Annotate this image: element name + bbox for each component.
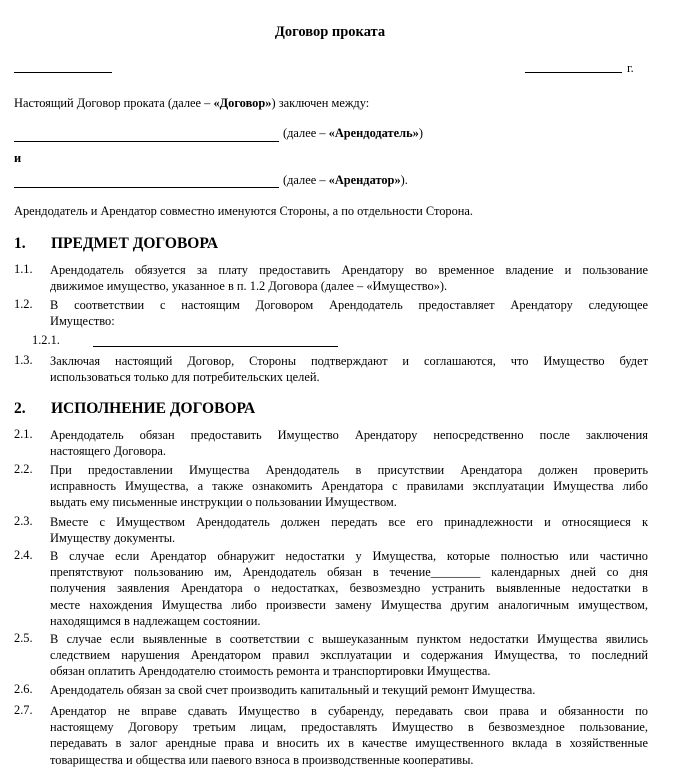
clause-text: Заключая настоящий Договор, Стороны подтверждают и соглашаются, что Имущество будет использоваться только для потребительских целей.	[50, 354, 648, 385]
date-blank	[525, 72, 622, 73]
party1-term: «Арендодатель»	[328, 126, 419, 140]
intro-text-before: Настоящий Договор проката (далее –	[14, 96, 214, 110]
parties-note: Арендодатель и Арендатор совместно именуются Стороны, а по отдельности Сторона.	[14, 204, 474, 218]
conjunction: и	[14, 151, 22, 165]
party1-after: )	[418, 126, 423, 140]
clause-number: 1.1.	[14, 262, 33, 276]
intro-term: Договор	[219, 96, 266, 110]
clause-number: 2.3.	[14, 514, 33, 528]
clause-text: В случае если выявленные в соответствии с вышеуказанным пунктом недостатки Имущества явились следствием нарушения Арендатором правил эксплуатации и содержания Имущества, то последний обязан оплатить Арендодателю стоимость ремонта и транспортировки Имущества.	[50, 632, 648, 679]
clause-text: Арендодатель обязан предоставить Имущество Арендатору непосредственно после заключения настоящего Договора.	[50, 428, 648, 459]
intro-text-after: ) заключен между:	[271, 96, 370, 110]
clause-text: Вместе с Имуществом Арендодатель должен передать все его принадлежности и относящиеся к Имуществу документы.	[50, 515, 648, 546]
clause-text: Арендодатель обязуется за плату предоставить Арендатору во временное владение и пользование движимое имущество, указанное в п. 1.2 Договора (далее – «Имущество»).	[50, 263, 648, 294]
section-number: 1.	[14, 235, 26, 252]
clause-number: 2.6.	[14, 682, 33, 696]
intro-quote-open: «	[213, 96, 220, 110]
clause-number: 2.4.	[14, 548, 33, 562]
party2-before: (далее –	[283, 173, 329, 187]
party1-blank	[14, 141, 279, 142]
party1-line	[283, 126, 423, 141]
intro-quote-close: »	[265, 96, 272, 110]
section-number: 2.	[14, 400, 26, 417]
clause-number: 1.3.	[14, 353, 33, 367]
section-heading	[14, 235, 414, 255]
clause-number: 2.7.	[14, 703, 33, 717]
clause-text: В соответствии с настоящим Договором Арендодатель предоставляет Арендатору следующее Имущество:	[50, 298, 648, 329]
subclause-number: 1.2.1.	[32, 333, 60, 347]
section-heading	[14, 400, 414, 420]
property-blank	[93, 346, 338, 347]
intro-paragraph	[14, 96, 369, 111]
clause-text: В случае если Арендатор обнаружит недостатки у Имущества, которые полностью или частично препятствуют пользованию им, Арендодатель обязан в течение________ календарных дней со дня получения заявления Арендатора о недостатках, безвозмездно устранить выявленные недостатки в месте нахождения Имущества либо произвести замену Имущества другим аналогичным имуществом, находящимся в надлежащем состоянии.	[50, 549, 648, 628]
party2-line	[283, 173, 408, 188]
party2-after: ).	[400, 173, 408, 187]
party1-before: (далее –	[283, 126, 329, 140]
clause-number: 2.1.	[14, 427, 33, 441]
clause-text: При предоставлении Имущества Арендодатель в присутствии Арендатора должен проверить исправность Имущества, а также ознакомить Арендатора с правилами эксплуатации Имущества либо выдать ему письменные инструкции о пользовании Имуществом.	[50, 463, 648, 510]
clause-text: Арендатор не вправе сдавать Имущество в субаренду, передавать свои права и обязанности по настоящему Договору третьим лицам, предоставлять Имущество в безвозмездное пользование, передавать в залог арендные права и вносить их в качестве имущественного вклада в хозяйственные товарищества и общества или паевого взноса в производственные кооперативы.	[50, 704, 648, 767]
place-blank	[14, 72, 112, 73]
section-title: ИСПОЛНЕНИЕ ДОГОВОРА	[51, 400, 256, 417]
clause-number: 1.2.	[14, 297, 33, 311]
party2-blank	[14, 187, 279, 188]
section-title: ПРЕДМЕТ ДОГОВОРА	[51, 235, 219, 252]
date-suffix: г.	[627, 61, 634, 75]
document-title: Договор проката	[274, 24, 386, 40]
clause-number: 2.5.	[14, 631, 33, 645]
party2-term: «Арендатор»	[328, 173, 401, 187]
clause-text: Арендодатель обязан за свой счет производить капитальный и текущий ремонт Имущества.	[50, 683, 536, 697]
clause-number: 2.2.	[14, 462, 33, 476]
